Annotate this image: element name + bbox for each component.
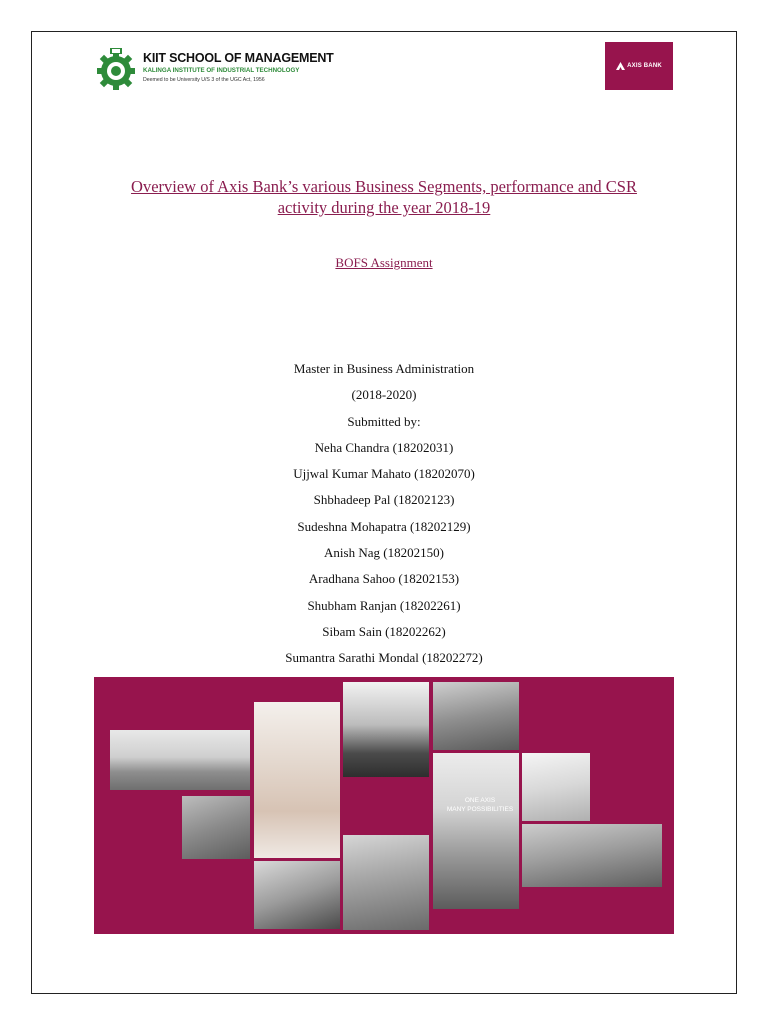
- axis-bank-logo: [605, 42, 673, 90]
- student-entry: Anish Nag (18202150): [324, 545, 444, 561]
- report-title-line-1: Overview of Axis Bank’s various Business Segments, performance and CSR: [131, 177, 637, 196]
- school-name: KIIT SCHOOL OF MANAGEMENT: [143, 51, 334, 65]
- report-title-line-2: activity during the year 2018-19: [277, 198, 491, 217]
- report-title: [80, 176, 688, 218]
- photo-elderly-couple: [433, 753, 519, 909]
- student-entry: Shubham Ranjan (18202261): [307, 597, 461, 613]
- student-entry: Ujjwal Kumar Mahato (18202070): [293, 466, 475, 482]
- axis-collage-banner: [94, 677, 674, 934]
- photo-family-field: [110, 730, 250, 790]
- photo-man-phone: [254, 861, 340, 929]
- photo-woman-shopping: [254, 702, 340, 858]
- slogan-line-2: MANY POSSIBILITIES: [446, 806, 514, 813]
- student-entry: Sudeshna Mohapatra (18202129): [297, 518, 471, 534]
- program-name: Master in Business Administration: [293, 361, 475, 376]
- banner-slogan: [437, 796, 523, 814]
- photo-smiling-man: [522, 824, 662, 887]
- kiit-logo-text: [143, 50, 334, 84]
- university-note: Deemed to be University U/S 3 of the UGC Act, 1956: [143, 77, 265, 83]
- kiit-gear-logo-icon: [94, 48, 138, 90]
- submitted-by-label: Submitted by:: [347, 413, 421, 429]
- institute-name: KALINGA INSTITUTE OF INDUSTRIAL TECHNOLOGY: [143, 67, 300, 74]
- assignment-label: BOFS Assignment: [335, 255, 433, 270]
- batch-years: (2018-2020): [351, 387, 417, 403]
- student-entry: Aradhana Sahoo (18202153): [308, 571, 460, 587]
- photo-woman-market: [433, 682, 519, 750]
- photo-farmer-crops: [182, 796, 250, 859]
- submission-details: [80, 360, 688, 676]
- photo-farmer-smiling: [343, 835, 429, 930]
- slogan-line-1: ONE AXIS: [464, 797, 496, 804]
- student-entry: Neha Chandra (18202031): [314, 439, 454, 455]
- photo-mother-child: [522, 753, 590, 821]
- student-entry: Sibam Sain (18202262): [322, 623, 446, 639]
- axis-triangle-icon: [616, 62, 625, 70]
- axis-bank-logo-text: AXIS BANK: [627, 63, 662, 69]
- student-entry: Shbhadeep Pal (18202123): [313, 492, 455, 508]
- student-entry: Sumantra Sarathi Mondal (18202272): [285, 650, 483, 666]
- photo-officer-salute: [343, 682, 429, 777]
